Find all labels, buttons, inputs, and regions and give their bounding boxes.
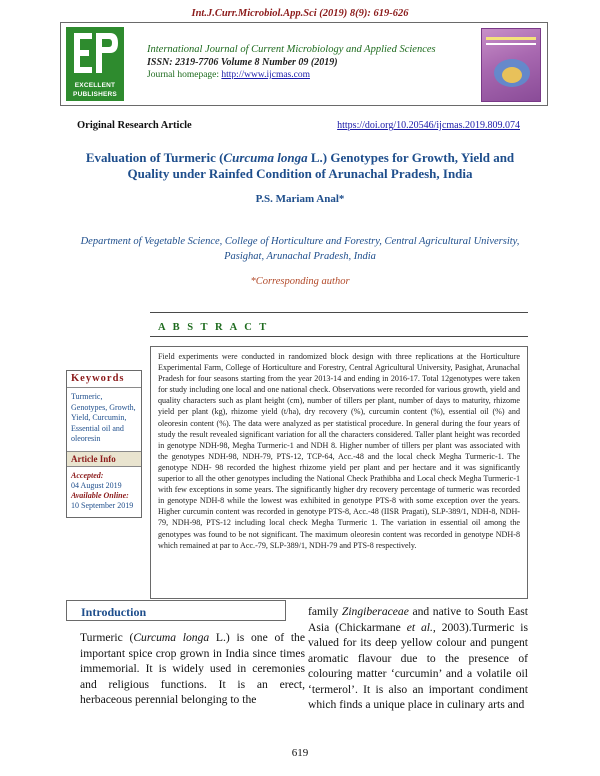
article-dates (67, 467, 141, 517)
available-date: 10 September 2019 (71, 500, 134, 510)
keywords-sidebar (66, 370, 142, 518)
ep-logo-icon (66, 27, 124, 81)
abstract-bottom-rule (150, 336, 528, 337)
introduction-heading: Introduction (81, 605, 147, 619)
logo-text-bottom: PUBLISHERS (73, 91, 117, 98)
homepage-link[interactable]: http://www.ijcmas.com (221, 70, 310, 80)
body-column-right (308, 604, 528, 713)
available-label: Available Online: (71, 490, 129, 500)
introduction-heading-box (66, 600, 286, 621)
publisher-logo (66, 27, 124, 101)
intro-left-part-2: L.) is one of the important spice crop grown in India since times immemorial. It is widely used in ceremonies and religious functions. It is an erect, herbaceous perennial belonging to the (80, 631, 306, 706)
accepted-date: 04 August 2019 (71, 480, 122, 490)
abstract-box (150, 346, 528, 599)
abstract-text: Field experiments were conducted in randomized block design with three replications at the Horticulture Experimental Farm, College of Horticulture and Forestry, Central Agricultural University, Pasighat, Arunachal Pradesh for four seasons starting from the year 2013-14 and ending in 2016-17. Total 12genotypes were taken for study including one local and one national check. Observations were recorded for various growth, yield and quality characters such as plant height (cm), number of tillers per plant, number of days to maturity, rhizome yield per plant (kg), rhizome yield (t/ha), dry recovery (%), curcumin content (%), essential oil (%) and oleoresin content (%). The data were analyzed as per statistical procedure. In general during the four years of study the result revealed significant variation for all the characters considered. Taller plant height was recorded in genotype NDH-98, Megha Turmeric-1 and NDH 8. Higher number of tillers per plant was associated with the genotypes NDH-98, NDH-79, PTS-12, TCP-64, Acc.-48 and the local check Megha Turmeric-1. The genotype NDH- 98 recorded the highest rhizome yield per plant and per hectare and it was significantly superior to all the other genotypes including the National Check Prathibha and Local check Megha Turmeric-1 with few exceptions in some years. The significantly higher dry recovery percentage of turmeric was recorded in genotype NDH-8 while the lowest was exhibited in genotype PTS-8 with some exception over the years. Higher curcumin content was recorded in genotype PTS-8, Acc.-48 (IISR Pragati), SLP-389/1, NDH-8, NDH-79, NDH-98, PTS-12 including local check Megha Turmeric 1. The variation in essential oil among the genotypes was found to be not significant. The maximum oleoresin content was recorded in genotype NDH-8 which remained at par to Acc.-79, SLP-389/1, NDH-79 and PTS-8 respectively. (158, 352, 520, 550)
intro-right-part-1: family (308, 605, 342, 618)
intro-right-part-3: 2003).Turmeric is valued for its deep yellow colour and pungent aromatic flavour due to the presence of colouring matter ‘curcumin’ and a volatile oil ‘termerol’. It is also an important condiment which finds a unique place in culinary arts and (308, 620, 528, 711)
article-type: Original Research Article (77, 120, 192, 131)
body-column-left (80, 630, 305, 708)
title-part-2: L.) Genotypes for Growth, Yield and Quality under Rainfed Condition of Arunachal Pradesh, India (127, 150, 515, 181)
intro-left-species: Curcuma longa (133, 631, 210, 644)
article-meta (77, 120, 520, 131)
journal-cover-image (481, 28, 541, 102)
corresponding-author-note: *Corresponding author (250, 276, 350, 287)
journal-info (147, 43, 467, 81)
author-affiliation: Department of Vegetable Science, College of Horticulture and Forestry, Central Agricultural University, Pasighat, Arunachal Pradesh, India (80, 236, 520, 262)
intro-right-etal: et al., (406, 620, 436, 634)
issn-line: ISSN: 2319-7706 Volume 8 Number 09 (2019) (147, 57, 338, 68)
article-info-title: Article Info (67, 451, 141, 467)
title-part-1: Evaluation of Turmeric ( (85, 150, 224, 165)
doi-link[interactable]: https://doi.org/10.20546/ijcmas.2019.809.074 (337, 120, 520, 131)
accepted-label: Accepted: (71, 470, 104, 480)
title-species: Curcuma longa (223, 150, 308, 165)
page-number: 619 (291, 747, 309, 759)
journal-name: International Journal of Current Microbiology and Applied Sciences (147, 44, 436, 55)
keywords-list: Turmeric, Genotypes, Growth, Yield, Curcumin, Essential oil and oleoresin (71, 392, 136, 443)
intro-right-family: Zingiberaceae (341, 605, 409, 618)
article-title (80, 150, 520, 182)
homepage-label: Journal homepage: (147, 70, 220, 80)
logo-text-top: EXCELLENT (74, 82, 116, 89)
keywords-title: Keywords (67, 371, 141, 388)
journal-header (60, 22, 548, 106)
journal-citation: Int.J.Curr.Microbiol.App.Sci (2019) 8(9): 619-626 (191, 8, 409, 19)
journal-homepage (147, 69, 467, 81)
intro-left-part-1: Turmeric ( (80, 631, 134, 644)
abstract-heading: A B S T R A C T (158, 322, 269, 333)
intro-right-part-2: and native to South East Asia (Chickarmane (308, 605, 528, 634)
abstract-top-rule (150, 312, 528, 313)
author-name: P.S. Mariam Anal* (255, 193, 345, 205)
